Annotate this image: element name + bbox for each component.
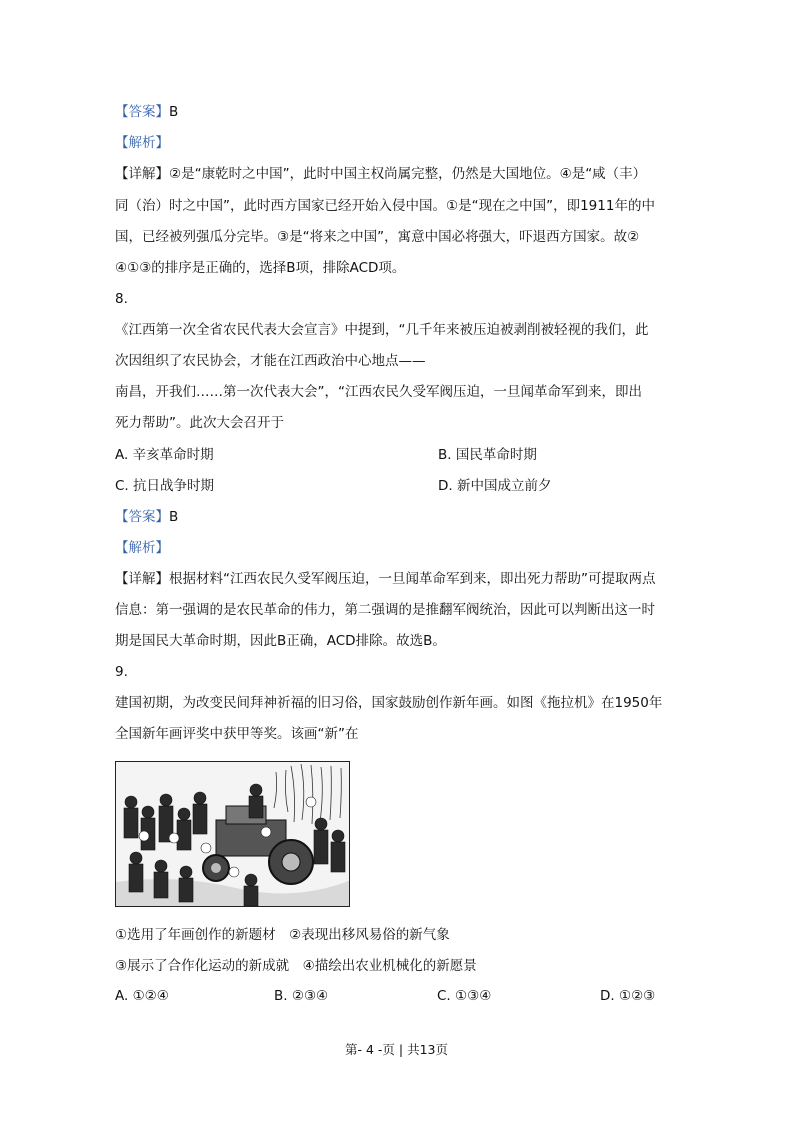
tractor-new-year-painting xyxy=(115,761,350,907)
q9-option-d: D. ①②③ xyxy=(600,988,656,1004)
q8-stem-line: 《江西第一次全省农民代表大会宣言》中提到，“几千年来被压迫被剥削被轻视的我们，此 xyxy=(115,322,649,338)
q7-detail-line: ④①③的排序是正确的，选择B项，排除ACD项。 xyxy=(115,260,406,276)
q8-stem-line: 南昌，开我们……第一次代表大会”，“江西农民久受军阀压迫，一旦闻革命军到来，即出 xyxy=(115,384,642,400)
q9-statement-line: ③展示了合作化运动的新成就 ④描绘出农业机械化的新愿景 xyxy=(115,958,477,974)
q7-detail-line: 同（治）时之中国”，此时西方国家已经开始入侵中国。①是“现在之中国”，即1911年的中 xyxy=(115,198,655,214)
answer-value: B xyxy=(169,104,179,120)
answer-value: B xyxy=(169,509,179,525)
answer-label: 【答案】 xyxy=(115,104,169,120)
q7-analysis-label: 【解析】 xyxy=(115,135,169,151)
q8-detail-line: 【详解】根据材料“江西农民久受军阀压迫，一旦闻革命军到来，即出死力帮助”可提取两点 xyxy=(115,571,656,587)
q9-stem-line: 全国新年画评奖中获甲等奖。该画“新”在 xyxy=(115,726,359,742)
q9-option-a: A. ①②④ xyxy=(115,988,169,1004)
q8-option-d: D. 新中国成立前夕 xyxy=(438,478,552,494)
q7-detail-line: 国，已经被列强瓜分完毕。③是“将来之中国”，寓意中国必将强大，吓退西方国家。故② xyxy=(115,229,640,245)
page-footer: 第- 4 -页 | 共13页 xyxy=(345,1042,448,1057)
q9-number: 9. xyxy=(115,664,128,680)
q8-option-a: A. 辛亥革命时期 xyxy=(115,447,214,463)
q8-analysis-label: 【解析】 xyxy=(115,540,169,556)
q8-detail-line: 期是国民大革命时期，因此B正确，ACD排除。故选B。 xyxy=(115,633,446,649)
q9-stem-line: 建国初期，为改变民间拜神祈福的旧习俗，国家鼓励创作新年画。如图《拖拉机》在1950年 xyxy=(115,695,663,711)
q8-stem-line: 次因组织了农民协会，才能在江西政治中心地点—— xyxy=(115,353,426,369)
q7-answer xyxy=(115,102,178,122)
tractor-illustration xyxy=(116,762,350,907)
q7-detail-line: 【详解】②是“康乾时之中国”，此时中国主权尚属完整，仍然是大国地位。④是“咸（丰） xyxy=(115,166,647,182)
q8-option-c: C. 抗日战争时期 xyxy=(115,478,215,494)
q8-option-b: B. 国民革命时期 xyxy=(438,447,537,463)
q9-option-b: B. ②③④ xyxy=(274,988,329,1004)
q9-option-c: C. ①③④ xyxy=(437,988,492,1004)
q9-statement-line: ①选用了年画创作的新题材 ②表现出移风易俗的新气象 xyxy=(115,927,450,943)
answer-label: 【答案】 xyxy=(115,509,169,525)
q8-number: 8. xyxy=(115,291,128,307)
q8-detail-line: 信息：第一强调的是农民革命的伟力，第二强调的是推翻军阀统治，因此可以判断出这一时 xyxy=(115,602,655,618)
q8-answer xyxy=(115,507,178,527)
q8-stem-line: 死力帮助”。此次大会召开于 xyxy=(115,415,284,431)
